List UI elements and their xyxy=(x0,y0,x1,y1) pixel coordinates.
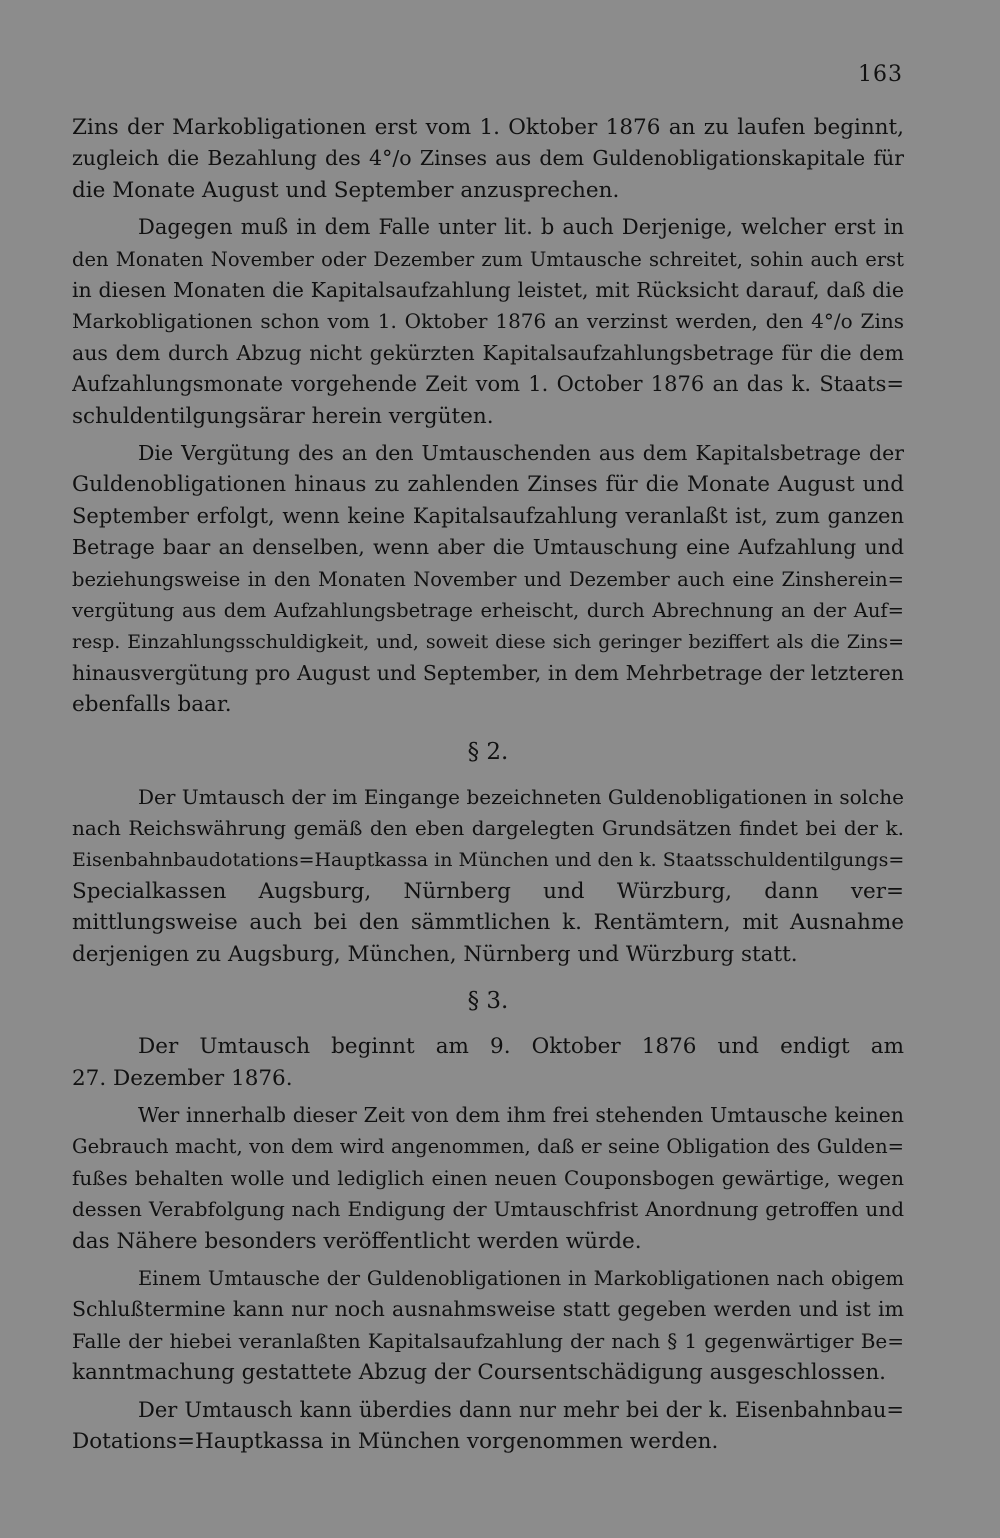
text-line: das Nähere besonders veröffentlicht werden würde. xyxy=(72,1228,642,1254)
text-line: Markobligationen schon vom 1. Oktober 1876 an verzinst werden, den 4°/o Zins xyxy=(72,309,904,334)
text-line: schuldentilgungsärar herein vergüten. xyxy=(72,403,494,429)
paragraph xyxy=(72,1031,904,1094)
text-line: Specialkassen Augsburg, Nürnberg und Würzburg, dann ver= xyxy=(72,878,904,904)
text-line: ebenfalls baar. xyxy=(72,692,232,718)
text-line: kanntmachung gestattete Abzug der Coursentschädigung ausgeschlossen. xyxy=(72,1360,886,1386)
text-line: vergütung aus dem Aufzahlungsbetrage erheischt, durch Abrechnung an der Auf= xyxy=(72,599,904,623)
text-line: Einem Umtausche der Guldenobligationen in Markobligationen nach obigem xyxy=(138,1267,904,1290)
text-line: die Monate August und September anzusprechen. xyxy=(72,177,620,203)
text-line: Gebrauch macht, von dem wird angenommen, daß er seine Obligation des Gulden= xyxy=(72,1135,904,1159)
text-line: Eisenbahnbaudotations=Hauptkassa in München und den k. Staatsschuldentilgungs= xyxy=(72,848,904,871)
text-line: den Monaten November oder Dezember zum Umtausche schreitet, sohin auch erst xyxy=(72,247,904,271)
text-line: beziehungsweise in den Monaten November und Dezember auch eine Zinsherein= xyxy=(72,567,904,591)
text-line: nach Reichswährung gemäß den eben dargelegten Grundsätzen findet bei der k. xyxy=(72,816,904,841)
text-line: Guldenobligationen hinaus zu zahlenden Zinses für die Monate August und xyxy=(72,472,904,498)
text-line: Der Umtausch beginnt am 9. Oktober 1876 und endigt am xyxy=(138,1034,904,1060)
paragraph xyxy=(72,438,904,721)
page-number: 163 xyxy=(858,62,903,87)
text-line: in diesen Monaten die Kapitalsaufzahlung leistet, mit Rücksicht darauf, daß die xyxy=(72,278,904,303)
text-line: aus dem durch Abzug nicht gekürzten Kapitalsaufzahlungsbetrage für die dem xyxy=(72,340,904,365)
text-line: Der Umtausch kann überdies dann nur mehr bei der k. Eisenbahnbau= xyxy=(138,1397,904,1422)
text-line: Dotations=Hauptkassa in München vorgenommen werden. xyxy=(72,1429,719,1455)
text-line: Wer innerhalb dieser Zeit von dem ihm frei stehenden Umtausche keinen xyxy=(138,1102,904,1127)
paragraph xyxy=(72,1263,904,1389)
text-line: Aufzahlungsmonate vorgehende Zeit vom 1. October 1876 an das k. Staats= xyxy=(72,372,904,397)
text-line: Betrage baar an denselben, wenn aber die Umtauschung eine Aufzahlung und xyxy=(72,535,904,560)
paragraph xyxy=(72,1395,904,1458)
text-line: Zins der Markobligationen erst vom 1. Oktober 1876 an zu laufen beginnt, xyxy=(72,115,904,140)
text-line: Falle der hiebei veranlaßten Kapitalsaufzahlung der nach § 1 gegenwärtiger Be= xyxy=(72,1328,904,1353)
paragraph xyxy=(72,782,904,970)
text-line: derjenigen zu Augsburg, München, Nürnberg und Würzburg statt. xyxy=(72,941,798,967)
text-line: 27. Dezember 1876. xyxy=(72,1065,293,1091)
text-line: dessen Verabfolgung nach Endigung der Umtauschfrist Anordnung getroffen und xyxy=(72,1197,904,1222)
text-line: Der Umtausch der im Eingange bezeichneten Guldenobligationen in solche xyxy=(138,784,904,809)
paragraph xyxy=(72,1100,904,1257)
text-line: mittlungsweise auch bei den sämmtlichen k. Rentämtern, mit Ausnahme xyxy=(72,910,904,936)
text-line: fußes behalten wolle und lediglich einen neuen Couponsbogen gewärtige, wegen xyxy=(72,1165,904,1190)
text-line: resp. Einzahlungsschuldigkeit, und, soweit diese sich geringer beziffert als die Zins= xyxy=(72,630,904,653)
text-line: September erfolgt, wenn keine Kapitalsaufzahlung veranlaßt ist, zum ganzen xyxy=(72,503,904,528)
paragraph xyxy=(72,212,904,432)
text-line: Die Vergütung des an den Umtauschenden aus dem Kapitalsbetrage der xyxy=(138,441,904,466)
text-line: zugleich die Bezahlung des 4°/o Zinses aus dem Guldenobligationskapitale für xyxy=(72,146,904,171)
section-heading: § 2. xyxy=(467,738,509,765)
text-line: Dagegen muß in dem Falle unter lit. b auch Derjenige, welcher erst in xyxy=(138,215,904,240)
text-line: hinausvergütung pro August und September, in dem Mehrbetrage der letzteren xyxy=(72,660,904,685)
body-text xyxy=(72,112,904,1457)
paragraph xyxy=(72,112,904,206)
text-line: Schlußtermine kann nur noch ausnahmsweise statt gegeben werden und ist im xyxy=(72,1297,904,1322)
section-heading: § 3. xyxy=(467,988,509,1015)
